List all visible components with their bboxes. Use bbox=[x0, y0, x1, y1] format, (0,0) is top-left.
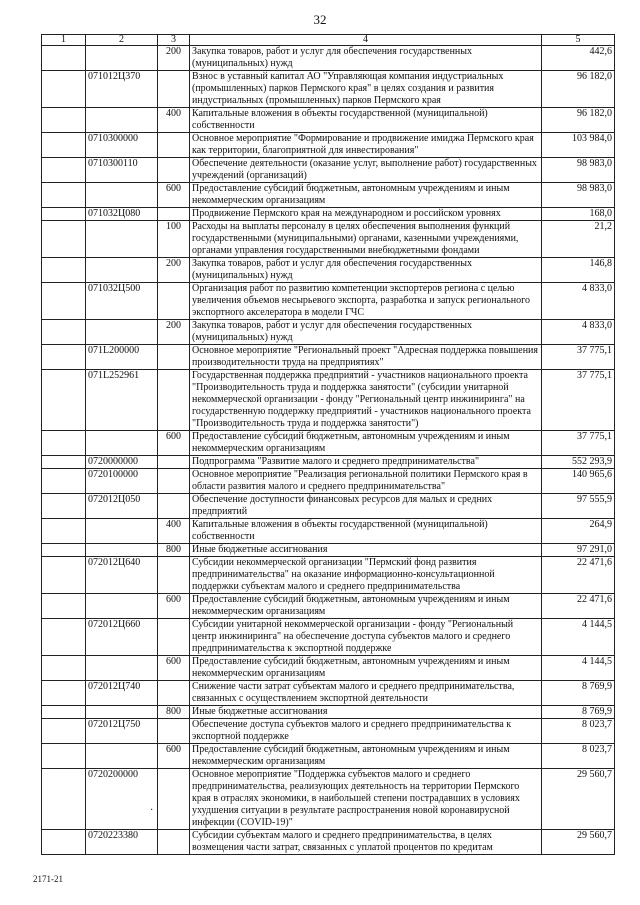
cell-expense-type bbox=[158, 719, 190, 744]
cell-col1 bbox=[42, 108, 86, 133]
cell-col1 bbox=[42, 469, 86, 494]
cell-item-name: Основное мероприятие "Формирование и продвижение имиджа Пермского края как территории, благоприятной для инвестирования" bbox=[190, 133, 542, 158]
table-row bbox=[42, 71, 615, 108]
cell-col1 bbox=[42, 258, 86, 283]
cell-item-name: Обеспечение доступности финансовых ресурсов для малых и средних предприятий bbox=[190, 494, 542, 519]
cell-amount: 168,0 bbox=[542, 208, 615, 221]
cell-item-name: Основное мероприятие "Реализация региональной политики Пермского края в области развития малого и среднего предпринимательства" bbox=[190, 469, 542, 494]
cell-target-code: 072012Ц750 bbox=[86, 719, 158, 744]
cell-item-name: Субсидии некоммерческой организации "Пермский фонд развития предпринимательства" на оказание информационно-консультационной поддержки субъектам малого и среднего предпринимательства bbox=[190, 557, 542, 594]
cell-col1 bbox=[42, 656, 86, 681]
cell-item-name: Закупка товаров, работ и услуг для обеспечения государственных (муниципальных) нужд bbox=[190, 320, 542, 345]
cell-amount: 140 965,6 bbox=[542, 469, 615, 494]
table-row bbox=[42, 830, 615, 855]
table-body bbox=[42, 46, 615, 855]
cell-col1 bbox=[42, 456, 86, 469]
cell-item-name: Обеспечение деятельности (оказание услуг, выполнение работ) государственных учреждений (организаций) bbox=[190, 158, 542, 183]
table-row bbox=[42, 370, 615, 431]
cell-col1 bbox=[42, 544, 86, 557]
table-row bbox=[42, 719, 615, 744]
cell-item-name: Закупка товаров, работ и услуг для обеспечения государственных (муниципальных) нужд bbox=[190, 258, 542, 283]
cell-expense-type bbox=[158, 557, 190, 594]
table-row bbox=[42, 706, 615, 719]
cell-amount: 8 769,9 bbox=[542, 706, 615, 719]
cell-expense-type bbox=[158, 71, 190, 108]
cell-amount: 37 775,1 bbox=[542, 431, 615, 456]
cell-item-name: Обеспечение доступа субъектов малого и среднего предпринимательства к экспортной поддержке bbox=[190, 719, 542, 744]
cell-expense-type bbox=[158, 830, 190, 855]
cell-target-code: 0720223380 bbox=[86, 830, 158, 855]
cell-expense-type: 400 bbox=[158, 519, 190, 544]
cell-expense-type bbox=[158, 208, 190, 221]
cell-amount: 264,9 bbox=[542, 519, 615, 544]
cell-target-code bbox=[86, 108, 158, 133]
table-row bbox=[42, 544, 615, 557]
cell-item-name: Иные бюджетные ассигнования bbox=[190, 706, 542, 719]
cell-expense-type bbox=[158, 345, 190, 370]
cell-target-code bbox=[86, 744, 158, 769]
cell-amount: 4 144,5 bbox=[542, 656, 615, 681]
cell-item-name: Субсидии унитарной некоммерческой организации - фонду "Региональный центр инжиниринга" на обеспечение доступа субъектов малого и среднего предпринимательства к экспортной поддержке bbox=[190, 619, 542, 656]
cell-col1 bbox=[42, 221, 86, 258]
table-row bbox=[42, 769, 615, 830]
cell-amount: 98 983,0 bbox=[542, 183, 615, 208]
cell-amount: 29 560,7 bbox=[542, 830, 615, 855]
cell-expense-type: 800 bbox=[158, 544, 190, 557]
cell-amount: 103 984,0 bbox=[542, 133, 615, 158]
table-row bbox=[42, 519, 615, 544]
cell-target-code: 0720000000 bbox=[86, 456, 158, 469]
table-row bbox=[42, 431, 615, 456]
cell-item-name: Предоставление субсидий бюджетным, автономным учреждениям и иным некоммерческим организациям bbox=[190, 744, 542, 769]
cell-expense-type: 800 bbox=[158, 706, 190, 719]
cell-col1 bbox=[42, 431, 86, 456]
cell-col1 bbox=[42, 133, 86, 158]
cell-col1 bbox=[42, 719, 86, 744]
cell-col1 bbox=[42, 494, 86, 519]
header-col-4: 4 bbox=[190, 35, 542, 46]
cell-col1 bbox=[42, 208, 86, 221]
cell-amount: 8 023,7 bbox=[542, 719, 615, 744]
cell-col1 bbox=[42, 158, 86, 183]
table-row bbox=[42, 133, 615, 158]
table-row bbox=[42, 158, 615, 183]
table-row bbox=[42, 108, 615, 133]
cell-amount: 22 471,6 bbox=[542, 594, 615, 619]
cell-target-code bbox=[86, 656, 158, 681]
cell-amount: 442,6 bbox=[542, 46, 615, 71]
cell-target-code: 072012Ц660 bbox=[86, 619, 158, 656]
cell-expense-type: 600 bbox=[158, 431, 190, 456]
cell-amount: 21,2 bbox=[542, 221, 615, 258]
table-row bbox=[42, 283, 615, 320]
cell-col1 bbox=[42, 594, 86, 619]
cell-target-code: 072012Ц740 bbox=[86, 681, 158, 706]
cell-expense-type bbox=[158, 769, 190, 830]
cell-amount: 29 560,7 bbox=[542, 769, 615, 830]
cell-col1 bbox=[42, 345, 86, 370]
cell-expense-type bbox=[158, 469, 190, 494]
cell-expense-type: 200 bbox=[158, 258, 190, 283]
cell-target-code bbox=[86, 320, 158, 345]
cell-amount: 96 182,0 bbox=[542, 71, 615, 108]
cell-expense-type: 100 bbox=[158, 221, 190, 258]
cell-col1 bbox=[42, 519, 86, 544]
cell-item-name: Основное мероприятие "Региональный проект "Адресная поддержка повышения производительности труда на предприятиях" bbox=[190, 345, 542, 370]
footer-code: 2171-21 bbox=[33, 874, 63, 884]
cell-item-name: Предоставление субсидий бюджетным, автономным учреждениям и иным некоммерческим организациям bbox=[190, 431, 542, 456]
cell-col1 bbox=[42, 320, 86, 345]
table-row bbox=[42, 258, 615, 283]
cell-amount: 8 023,7 bbox=[542, 744, 615, 769]
table-row bbox=[42, 183, 615, 208]
cell-col1 bbox=[42, 744, 86, 769]
cell-col1 bbox=[42, 183, 86, 208]
table-row bbox=[42, 681, 615, 706]
cell-target-code: 071L252961 bbox=[86, 370, 158, 431]
table-row bbox=[42, 557, 615, 594]
table-header-row bbox=[42, 35, 615, 46]
page-number: 32 bbox=[313, 12, 327, 27]
table-row bbox=[42, 656, 615, 681]
cell-expense-type: 600 bbox=[158, 744, 190, 769]
table-row bbox=[42, 320, 615, 345]
table-row bbox=[42, 345, 615, 370]
cell-item-name: Капитальные вложения в объекты государственной (муниципальной) собственности bbox=[190, 108, 542, 133]
cell-expense-type bbox=[158, 681, 190, 706]
cell-col1 bbox=[42, 370, 86, 431]
cell-expense-type bbox=[158, 370, 190, 431]
cell-item-name: Капитальные вложения в объекты государственной (муниципальной) собственности bbox=[190, 519, 542, 544]
cell-expense-type bbox=[158, 619, 190, 656]
cell-expense-type: 200 bbox=[158, 46, 190, 71]
cell-expense-type: 600 bbox=[158, 594, 190, 619]
cell-target-code: 072012Ц640 bbox=[86, 557, 158, 594]
cell-item-name: Иные бюджетные ассигнования bbox=[190, 544, 542, 557]
cell-item-name: Государственная поддержка предприятий - участников национального проекта "Производительность труда и поддержка занятости" (субсидии унитарной некоммерческой организации - фонду "Региональный центр инжиниринга" на государственную поддержку предприятий - участников национального проекта "Производительность труда и поддержка занятости") bbox=[190, 370, 542, 431]
cell-expense-type bbox=[158, 494, 190, 519]
cell-item-name: Снижение части затрат субъектам малого и среднего предпринимательства, связанных с осуществлением экспортной деятельности bbox=[190, 681, 542, 706]
cell-expense-type: 200 bbox=[158, 320, 190, 345]
cell-target-code: 071L200000 bbox=[86, 345, 158, 370]
table-row bbox=[42, 619, 615, 656]
cell-target-code bbox=[86, 183, 158, 208]
cell-item-name: Организация работ по развитию компетенции экспортеров региона с целью увеличения объемов несырьевого экспорта, разработка и запуск регионального экспортного акселератора в модели ГЧС bbox=[190, 283, 542, 320]
cell-col1 bbox=[42, 681, 86, 706]
cell-amount: 22 471,6 bbox=[542, 557, 615, 594]
cell-expense-type bbox=[158, 158, 190, 183]
cell-item-name: Продвижение Пермского края на международном и российском уровнях bbox=[190, 208, 542, 221]
cell-amount: 96 182,0 bbox=[542, 108, 615, 133]
cell-target-code: 0720100000 bbox=[86, 469, 158, 494]
table-row bbox=[42, 456, 615, 469]
cell-target-code bbox=[86, 519, 158, 544]
cell-expense-type: 400 bbox=[158, 108, 190, 133]
cell-target-code bbox=[86, 594, 158, 619]
cell-item-name: Предоставление субсидий бюджетным, автономным учреждениям и иным некоммерческим организациям bbox=[190, 594, 542, 619]
cell-expense-type bbox=[158, 283, 190, 320]
cell-amount: 98 983,0 bbox=[542, 158, 615, 183]
cell-col1 bbox=[42, 283, 86, 320]
table-row bbox=[42, 208, 615, 221]
cell-target-code bbox=[86, 431, 158, 456]
stray-mark: · bbox=[150, 805, 154, 816]
cell-target-code bbox=[86, 258, 158, 283]
cell-item-name: Закупка товаров, работ и услуг для обеспечения государственных (муниципальных) нужд bbox=[190, 46, 542, 71]
table-row bbox=[42, 221, 615, 258]
cell-col1 bbox=[42, 71, 86, 108]
cell-target-code: 071032Ц080 bbox=[86, 208, 158, 221]
cell-target-code bbox=[86, 544, 158, 557]
table-row bbox=[42, 594, 615, 619]
cell-amount: 37 775,1 bbox=[542, 345, 615, 370]
cell-target-code: 071012Ц370 bbox=[86, 71, 158, 108]
cell-amount: 552 293,9 bbox=[542, 456, 615, 469]
cell-target-code: 0720200000 bbox=[86, 769, 158, 830]
cell-expense-type bbox=[158, 133, 190, 158]
cell-item-name: Расходы на выплаты персоналу в целях обеспечения выполнения функций государственными (муниципальными) органами, казенными учреждениями, органами управления государственными внебюджетными фондами bbox=[190, 221, 542, 258]
cell-item-name: Подпрограмма "Развитие малого и среднего предпринимательства" bbox=[190, 456, 542, 469]
cell-item-name: Субсидии субъектам малого и среднего предпринимательства, в целях возмещения части затрат, связанных с уплатой процентов по кредитам bbox=[190, 830, 542, 855]
cell-col1 bbox=[42, 46, 86, 71]
table-row bbox=[42, 469, 615, 494]
cell-amount: 97 555,9 bbox=[542, 494, 615, 519]
cell-amount: 146,8 bbox=[542, 258, 615, 283]
cell-amount: 4 144,5 bbox=[542, 619, 615, 656]
cell-amount: 97 291,0 bbox=[542, 544, 615, 557]
cell-amount: 4 833,0 bbox=[542, 283, 615, 320]
cell-amount: 37 775,1 bbox=[542, 370, 615, 431]
table-row bbox=[42, 744, 615, 769]
cell-amount: 8 769,9 bbox=[542, 681, 615, 706]
cell-item-name: Предоставление субсидий бюджетным, автономным учреждениям и иным некоммерческим организациям bbox=[190, 183, 542, 208]
cell-col1 bbox=[42, 769, 86, 830]
cell-item-name: Предоставление субсидий бюджетным, автономным учреждениям и иным некоммерческим организациям bbox=[190, 656, 542, 681]
budget-table bbox=[41, 34, 615, 855]
cell-item-name: Взнос в уставный капитал АО "Управляющая компания индустриальных (промышленных) парков Пермского края" в целях создания и развития индустриальных (промышленных) парков Пермского края bbox=[190, 71, 542, 108]
cell-target-code bbox=[86, 706, 158, 719]
table-row bbox=[42, 494, 615, 519]
cell-target-code bbox=[86, 46, 158, 71]
header-col-5: 5 bbox=[542, 35, 615, 46]
cell-col1 bbox=[42, 557, 86, 594]
cell-expense-type bbox=[158, 456, 190, 469]
cell-target-code: 0710300110 bbox=[86, 158, 158, 183]
cell-amount: 4 833,0 bbox=[542, 320, 615, 345]
header-col-2: 2 bbox=[86, 35, 158, 46]
table-row bbox=[42, 46, 615, 71]
cell-expense-type: 600 bbox=[158, 183, 190, 208]
cell-col1 bbox=[42, 706, 86, 719]
cell-expense-type: 600 bbox=[158, 656, 190, 681]
cell-target-code bbox=[86, 221, 158, 258]
cell-target-code: 0710300000 bbox=[86, 133, 158, 158]
cell-col1 bbox=[42, 619, 86, 656]
cell-target-code: 072012Ц050 bbox=[86, 494, 158, 519]
header-col-3: 3 bbox=[158, 35, 190, 46]
cell-target-code: 071032Ц500 bbox=[86, 283, 158, 320]
cell-col1 bbox=[42, 830, 86, 855]
cell-item-name: Основное мероприятие "Поддержка субъектов малого и среднего предпринимательства, реализующих деятельность на территории Пермского края в отраслях экономики, в наибольшей степени пострадавших в условиях ухудшения ситуации в результате распространения новой коронавирусной инфекции (COVID-19)" bbox=[190, 769, 542, 830]
header-col-1: 1 bbox=[42, 35, 86, 46]
